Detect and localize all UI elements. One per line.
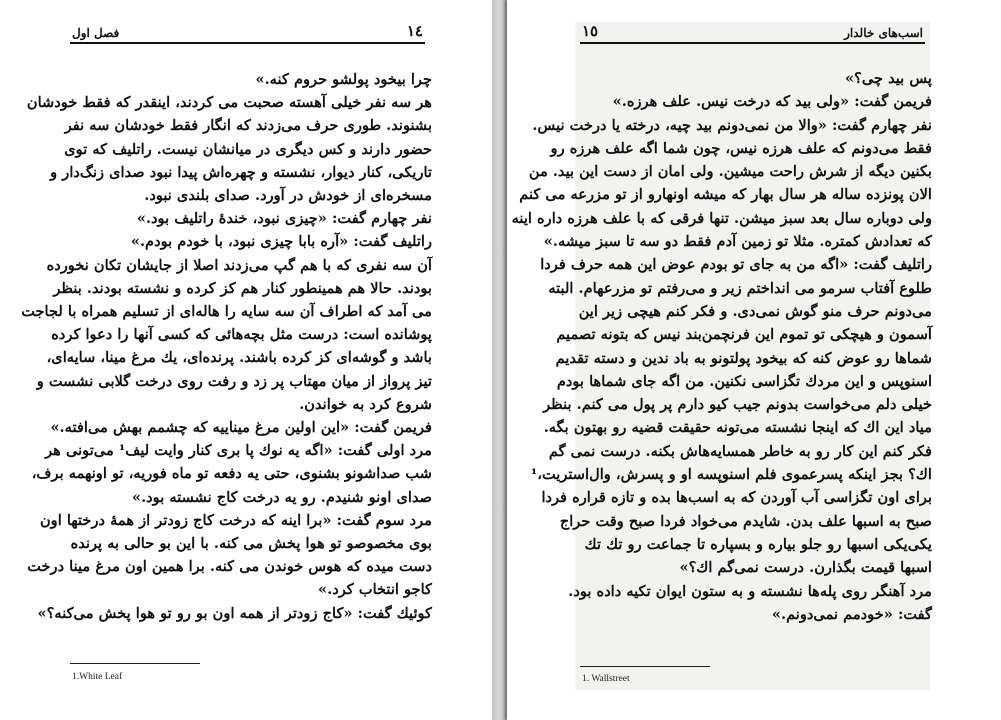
text-line: آن سه نفری که با هم گپ می‌زدند اصلا از جایشان تکان نخورده	[46, 256, 432, 274]
text-line: شماها رو عوض کنه که بیخود پولتونو به باد ندین و دسته تقدیم	[555, 349, 932, 367]
right-footnote-rule	[580, 666, 710, 667]
text-line: نفر چهارم گفت: «چیزی نبود، خندهٔ راتلیف بود.»	[136, 210, 432, 228]
text-line: پس بید چی؟»	[844, 70, 932, 87]
text-line: الان پونزده ساله هر سال بهار که میشه اونهارو از تو مزرعه می کنم	[519, 186, 932, 204]
text-line: شب صداشونو بشنوی، حتی یه دفعه تو ماه فوریه، تو اونهمه برف،	[31, 465, 432, 483]
text-line: مرد سوم گفت: «برا اینه که درخت کاج زودتر از همهٔ درختها اون	[39, 511, 432, 529]
text-line: تاریکی، کنار دیوار، نشسته و چهره‌اش پیدا نبود صدای زنگ‌دار و	[50, 163, 432, 181]
right-running-head: اسب‌های خالدار	[844, 26, 923, 40]
left-footnote: 1.White Leaf	[72, 672, 123, 682]
text-line: حضور دارند و کس دیگری در میانشان نیست. راتلیف که توی	[64, 140, 432, 158]
page-gutter	[492, 0, 507, 720]
text-line: بوی مخصوصو تو هوا پخش می کنه. با این بو حالی به پرنده	[70, 535, 432, 553]
text-line: خیلی دلم می‌خواست بدونم جیب کیو دارم پر پول می کنم. بنظر	[543, 396, 932, 414]
left-page-body	[21, 68, 432, 625]
text-line: اك؟ بجز اینکه پسرعموی فلم اسنوپسه او و پسرش، وال‌استریت،¹	[530, 466, 932, 484]
text-line: بکنین دیگه از شرش راحت میشین. ولی امان از دست این بید. من	[528, 163, 932, 181]
text-line: دست میده که هوس خوندن می کنه. برا همین اون مرغ مینا درخت	[27, 558, 432, 576]
text-line: یکی‌یکی اسبها رو جلو بیاره و بسپاره تا جماعت رو تك تك	[584, 535, 932, 553]
text-line: مرد آهنگر روی پله‌ها نشسته و به ستون ایوان تکیه داده بود.	[568, 582, 932, 600]
text-line: فکر کنم این کار رو به خاطر همسایه‌هاش بکنه. درست نمی گم	[548, 442, 932, 460]
text-line: کاجو انتخاب کرد.»	[318, 581, 432, 599]
text-line: ولی دوباره سال بعد سبز میشن. تنها فرقی که با علف هرزه داره اینه	[511, 209, 932, 227]
left-footnote-rule	[70, 663, 200, 664]
text-line: برای اون تگزاسی آب آوردن که به اسب‌ها بده و تازه قراره فردا	[541, 489, 932, 507]
right-page-header	[580, 22, 925, 44]
text-line: مرد اولی گفت: «اگه یه نوك پا بری کنار وایت لیف¹ می‌تونی هر	[45, 442, 432, 460]
left-page-number: ١٤	[406, 22, 423, 40]
text-line: نفر چهارم گفت: «والا من نمی‌دونم بید چیه، درخته یا درخت نیس.	[532, 116, 932, 134]
text-line: هر سه نفر خیلی آهسته صحبت می کردند، اینقدر که فقط خودشان	[26, 94, 432, 112]
text-line: اسبها قیمت بگذارن. درست نمی‌گم اك؟»	[679, 559, 932, 577]
text-line: بودند. حالا هم همینطور کنار هم کز کرده و نشسته بودند. بنظر	[53, 279, 432, 297]
text-line: گفت: «خودمم نمی‌دونم.»	[771, 605, 932, 623]
text-line: می آمد که اطراف آن سه سایه را هاله‌ای از تسلیم همراه با لجاجت	[21, 303, 432, 321]
text-line: باشد و گوشه‌ای کز کرده باشند. پرنده‌ای، یك مرغ مینا، سایه‌ای،	[46, 349, 432, 367]
text-line: آسمون و هیچکی تو تموم این فرنچمن‌بند نیس که بتونه تصمیم	[556, 326, 932, 344]
text-line: اسنوپس و این مردك تگزاسی نکنین. من اگه جای شماها بودم	[556, 372, 932, 390]
text-line: صبح به اسبها علف بدن. شایدم می‌خواد فردا صبح وقت حراج	[559, 512, 932, 530]
left-page	[0, 0, 492, 720]
text-line: میاد این اك که اینجا نشسته می‌تونه حقیقت قضیه رو بهتون بگه.	[543, 419, 932, 437]
text-line: کوئیك گفت: «کاج زودتر از همه اون بو رو تو هوا پخش می‌کنه؟»	[37, 604, 432, 622]
text-line: فریمن گفت: «این اولین مرغ میناییه که چشمم بهش می‌افته.»	[50, 419, 432, 437]
text-line: چرا بیخود پولشو حروم کنه.»	[255, 71, 432, 88]
text-line: راتلیف گفت: «آره بابا چیزی نبود، با خودم بودم.»	[130, 233, 432, 251]
right-page-number: ١٥	[582, 22, 599, 40]
text-line: تیز پرواز از میان مهتاب پر زد و رفت روی درخت گلابی نشست و	[36, 372, 432, 390]
text-line: فریمن گفت: «ولی بید که درخت نیس. علف هرزه.»	[612, 93, 932, 111]
left-running-head: فصل اول	[72, 26, 120, 40]
text-line: طلوع آفتاب سرمو می انداختم زیر و می‌رفتم تو مزرعهام. البته	[548, 279, 932, 297]
right-page-body	[511, 67, 932, 626]
text-line: می‌دونم حرف منو گوش نمی‌دی. و فکر کنم هیچی زیر این	[578, 302, 932, 320]
text-line: بشنوند. طوری حرف می‌زدند که انگار فقط خودشان سه نفر	[64, 117, 432, 135]
left-page-header	[70, 22, 425, 44]
text-line: شروع کرد به خواندن.	[299, 395, 432, 413]
text-line: فقط می‌دونم که علف هرزه نیس، چون شما اگه علف هرزه رو	[550, 139, 932, 157]
text-line: که تعدادش کمتره. مثلا تو زمین آدم فقط دو سه تا سبز میشه.»	[543, 233, 932, 251]
text-line: مسخره‌ای از خودش در آورد. صدای بلندی نبود.	[144, 187, 432, 205]
text-line: صدای اونو شنیدم. رو یه درخت کاج نشسته بود.»	[131, 488, 432, 506]
right-footnote: 1. Wallstreet	[582, 674, 630, 684]
text-line: پوشانده است: درست مثل بچه‌هائی که کسی آنها را دعوا کرده	[51, 326, 432, 344]
text-line: راتلیف گفت: «اگه من به جای تو بودم عوض این همه حرف فردا	[540, 256, 932, 274]
